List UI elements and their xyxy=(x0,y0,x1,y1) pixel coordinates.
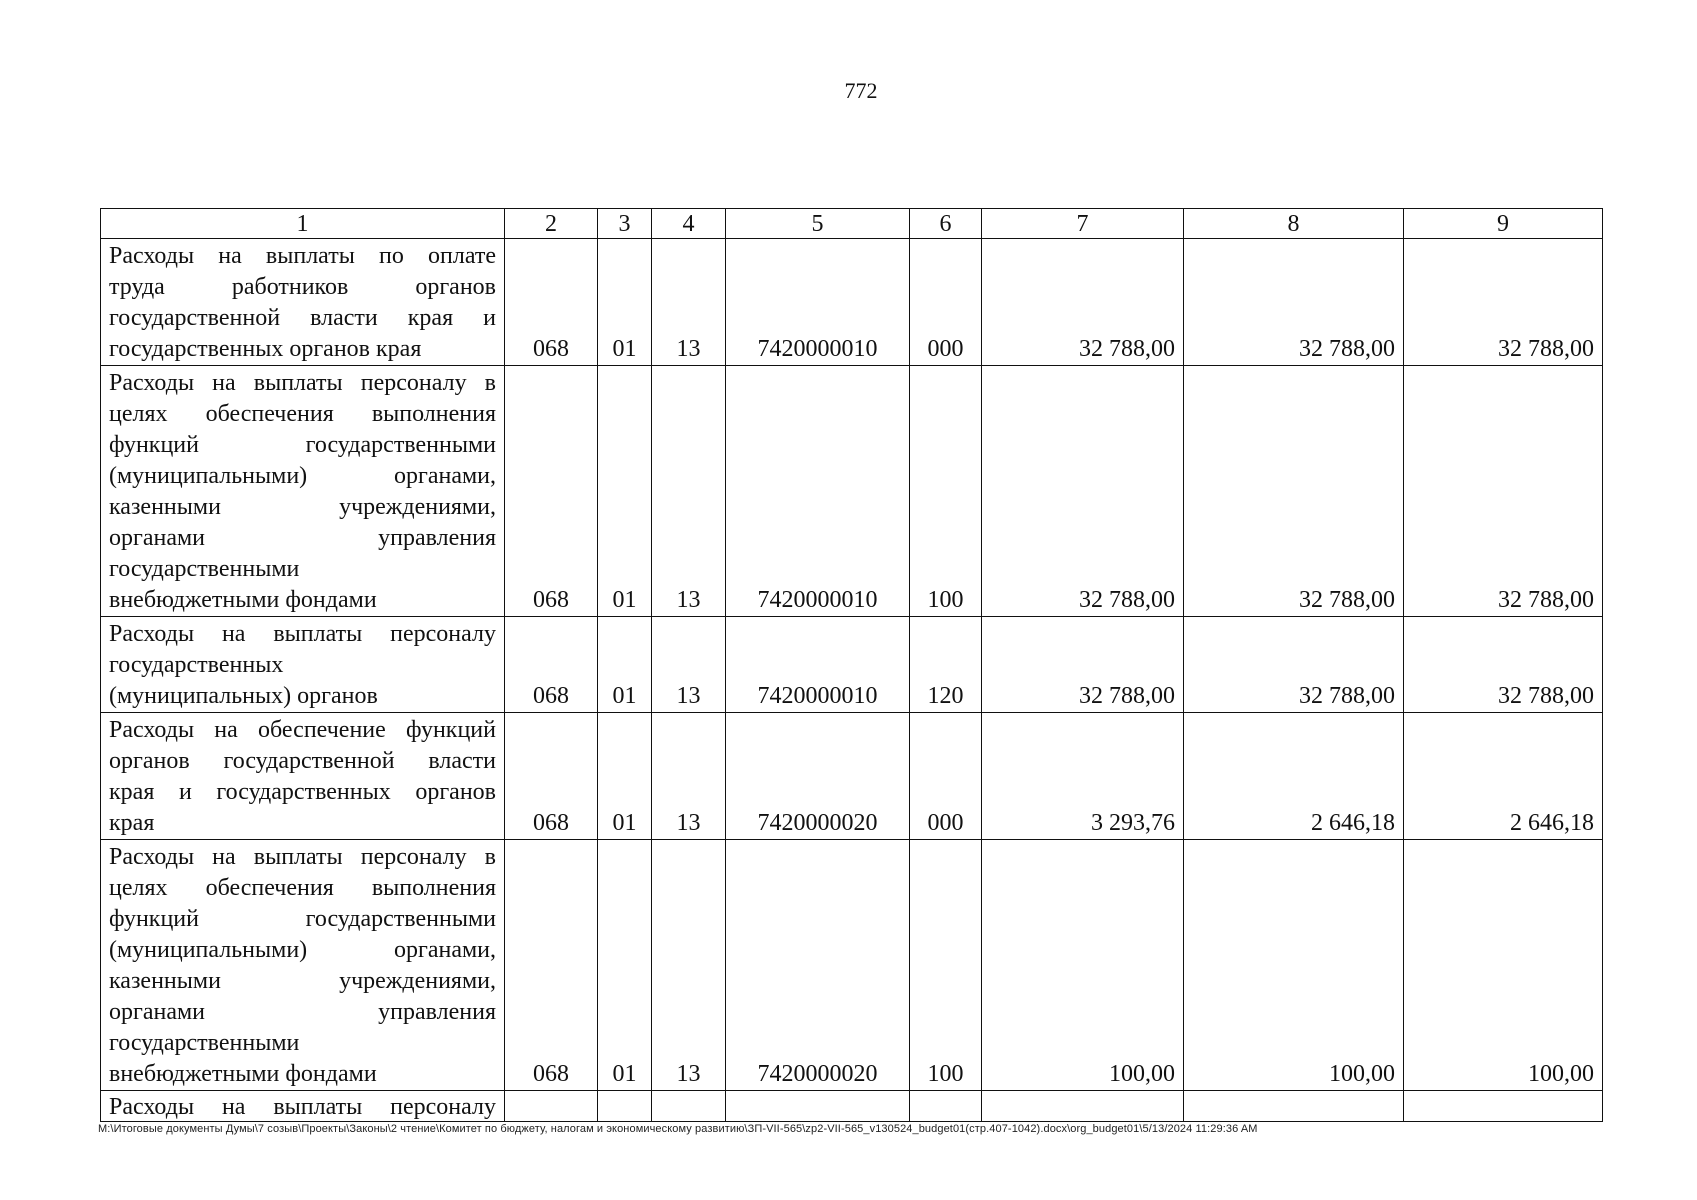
col-header-8: 8 xyxy=(1184,209,1404,239)
description-line: (муниципальными) органами, xyxy=(109,937,496,963)
row-description xyxy=(101,617,505,713)
cell-amount-9: 2 646,18 xyxy=(1404,713,1603,840)
cell-amount-8: 32 788,00 xyxy=(1184,617,1404,713)
col-header-4: 4 xyxy=(652,209,726,239)
cell-amount-7: 32 788,00 xyxy=(982,617,1184,713)
cell-amount-8: 2 646,18 xyxy=(1184,713,1404,840)
cell-amount-8: 32 788,00 xyxy=(1184,366,1404,617)
budget-table xyxy=(100,208,1603,1122)
cell-expense-type: 000 xyxy=(910,239,982,366)
file-path-footer: M:\Итоговые документы Думы\7 созыв\Проекты\Законы\2 чтение\Комитет по бюджету, налогам и экономическому развитию\ЗП-VII-565\zp2-VII-565_v130524_budget01(стр.407-1042).docx\org_budget01\5/13/2024 11:29:36 AM xyxy=(98,1123,1258,1135)
description-line: государственных органов края xyxy=(109,336,422,362)
cell-amount-8: 32 788,00 xyxy=(1184,239,1404,366)
cell-section: 01 xyxy=(598,840,652,1091)
description-line: органами управления xyxy=(109,999,496,1025)
empty-cell xyxy=(652,1091,726,1122)
table-row xyxy=(101,617,1603,713)
col-header-7: 7 xyxy=(982,209,1184,239)
cell-subsection: 13 xyxy=(652,239,726,366)
table-row xyxy=(101,713,1603,840)
cell-ministry-code: 068 xyxy=(505,840,598,1091)
cell-section: 01 xyxy=(598,239,652,366)
table-row-partial xyxy=(101,1091,1603,1122)
cell-amount-8: 100,00 xyxy=(1184,840,1404,1091)
empty-cell xyxy=(598,1091,652,1122)
col-header-2: 2 xyxy=(505,209,598,239)
cell-target-article: 7420000010 xyxy=(726,239,910,366)
cell-amount-7: 32 788,00 xyxy=(982,239,1184,366)
description-line: Расходы на выплаты персоналу в xyxy=(109,370,496,396)
cell-expense-type: 000 xyxy=(910,713,982,840)
description-line: казенными учреждениями, xyxy=(109,968,496,994)
table-row xyxy=(101,239,1603,366)
description-line: Расходы на выплаты по оплате xyxy=(109,243,496,269)
cell-section: 01 xyxy=(598,713,652,840)
row-description xyxy=(101,713,505,840)
table-row xyxy=(101,366,1603,617)
cell-amount-9: 32 788,00 xyxy=(1404,366,1603,617)
cell-expense-type: 120 xyxy=(910,617,982,713)
empty-cell xyxy=(726,1091,910,1122)
description-line: государственными xyxy=(109,556,300,582)
description-line: целях обеспечения выполнения xyxy=(109,875,496,901)
description-line: целях обеспечения выполнения xyxy=(109,401,496,427)
cell-amount-9: 32 788,00 xyxy=(1404,239,1603,366)
cell-section: 01 xyxy=(598,617,652,713)
empty-cell xyxy=(1404,1091,1603,1122)
description-line: функций государственными xyxy=(109,906,496,932)
cell-subsection: 13 xyxy=(652,617,726,713)
description-line: функций государственными xyxy=(109,432,496,458)
empty-cell xyxy=(982,1091,1184,1122)
row-description xyxy=(101,239,505,366)
page-number: 772 xyxy=(844,78,878,103)
description-line: государственной власти края и xyxy=(109,305,496,331)
row-description: Расходы на выплаты персоналу xyxy=(101,1091,505,1122)
cell-amount-9: 32 788,00 xyxy=(1404,617,1603,713)
col-header-9: 9 xyxy=(1404,209,1603,239)
col-header-3: 3 xyxy=(598,209,652,239)
description-line: края и государственных органов xyxy=(109,779,496,805)
empty-cell xyxy=(910,1091,982,1122)
cell-expense-type: 100 xyxy=(910,840,982,1091)
cell-target-article: 7420000010 xyxy=(726,366,910,617)
cell-target-article: 7420000020 xyxy=(726,840,910,1091)
table-row xyxy=(101,840,1603,1091)
col-header-1: 1 xyxy=(101,209,505,239)
description-line: труда работников органов xyxy=(109,274,496,300)
description-line: органами управления xyxy=(109,525,496,551)
description-line: государственными xyxy=(109,1030,300,1056)
cell-section: 01 xyxy=(598,366,652,617)
cell-ministry-code: 068 xyxy=(505,617,598,713)
description-line: казенными учреждениями, xyxy=(109,494,496,520)
description-line: Расходы на выплаты персоналу xyxy=(109,621,496,647)
cell-target-article: 7420000010 xyxy=(726,617,910,713)
header-row xyxy=(101,209,1603,239)
row-description xyxy=(101,366,505,617)
description-line: Расходы на выплаты персоналу в xyxy=(109,844,496,870)
cell-subsection: 13 xyxy=(652,713,726,840)
cell-ministry-code: 068 xyxy=(505,239,598,366)
cell-ministry-code: 068 xyxy=(505,713,598,840)
row-description xyxy=(101,840,505,1091)
description-line: государственных xyxy=(109,652,284,678)
description-line: внебюджетными фондами xyxy=(109,587,377,613)
cell-expense-type: 100 xyxy=(910,366,982,617)
cell-subsection: 13 xyxy=(652,366,726,617)
description-line: края xyxy=(109,810,155,836)
cell-amount-7: 3 293,76 xyxy=(982,713,1184,840)
description-line: органов государственной власти xyxy=(109,748,496,774)
col-header-5: 5 xyxy=(726,209,910,239)
empty-cell xyxy=(505,1091,598,1122)
cell-ministry-code: 068 xyxy=(505,366,598,617)
cell-amount-7: 32 788,00 xyxy=(982,366,1184,617)
description-line: внебюджетными фондами xyxy=(109,1061,377,1087)
cell-subsection: 13 xyxy=(652,840,726,1091)
col-header-6: 6 xyxy=(910,209,982,239)
description-line: Расходы на обеспечение функций xyxy=(109,717,496,743)
cell-amount-7: 100,00 xyxy=(982,840,1184,1091)
empty-cell xyxy=(1184,1091,1404,1122)
cell-target-article: 7420000020 xyxy=(726,713,910,840)
description-line: (муниципальными) органами, xyxy=(109,463,496,489)
description-line: (муниципальных) органов xyxy=(109,683,378,709)
cell-amount-9: 100,00 xyxy=(1404,840,1603,1091)
